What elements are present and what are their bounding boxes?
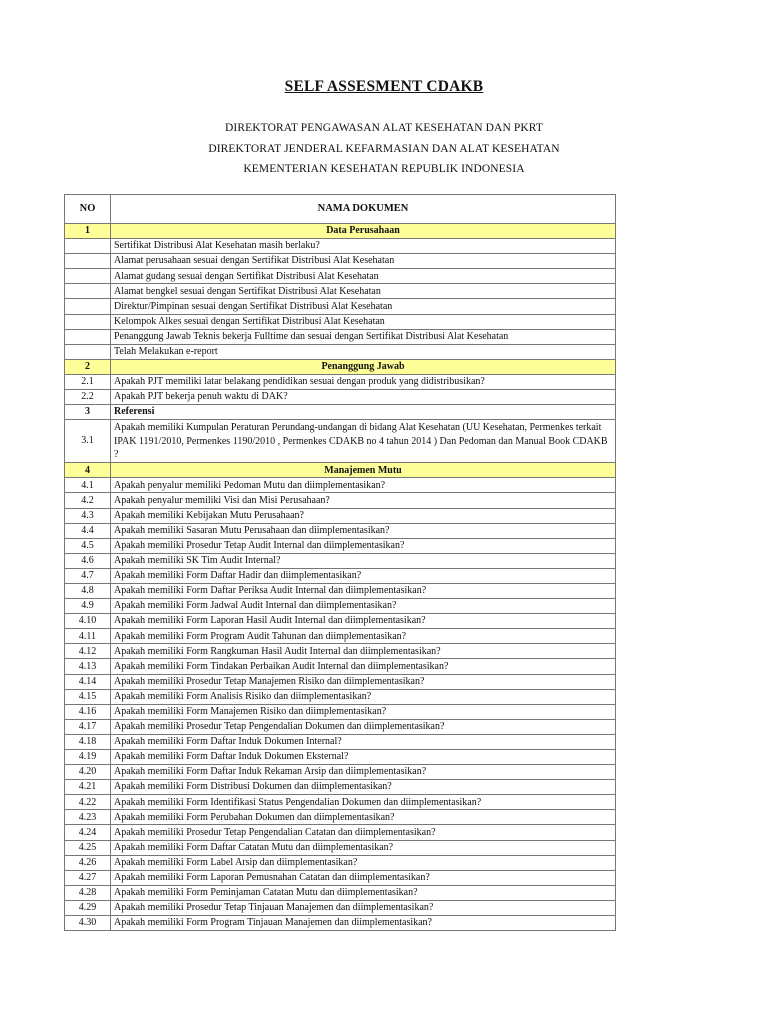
row-number: 4.21 [65, 780, 111, 795]
table-row [65, 538, 616, 553]
table-row [65, 523, 616, 538]
row-document-name: Data Perusahaan [111, 224, 616, 239]
row-document-name: Apakah memiliki Form Daftar Induk Dokumen Internal? [111, 734, 616, 749]
column-header-name: NAMA DOKUMEN [111, 195, 616, 224]
table-row [65, 284, 616, 299]
row-document-name: Apakah memiliki Prosedur Tetap Tinjauan Manajemen dan diimplementasikan? [111, 900, 616, 915]
row-number: 4.30 [65, 916, 111, 931]
row-number: 4.11 [65, 629, 111, 644]
table-row [65, 870, 616, 885]
table-body [65, 224, 616, 931]
row-document-name: Apakah memiliki Form Program Tinjauan Manajemen dan diimplementasikan? [111, 916, 616, 931]
row-document-name: Apakah memiliki Form Tindakan Perbaikan Audit Internal dan diimplementasikan? [111, 659, 616, 674]
row-document-name: Apakah memiliki Form Daftar Catatan Mutu dan diimplementasikan? [111, 840, 616, 855]
row-number [65, 254, 111, 269]
row-number: 4.16 [65, 704, 111, 719]
row-document-name: Apakah memiliki Kebijakan Mutu Perusahaan? [111, 508, 616, 523]
table-row [65, 734, 616, 749]
row-document-name: Apakah memiliki Prosedur Tetap Pengendalian Dokumen dan diimplementasikan? [111, 719, 616, 734]
row-number: 4.18 [65, 734, 111, 749]
row-document-name: Apakah memiliki Form Laporan Pemusnahan Catatan dan diimplementasikan? [111, 870, 616, 885]
table-row [65, 553, 616, 568]
row-document-name: Alamat gudang sesuai dengan Sertifikat Distribusi Alat Kesehatan [111, 269, 616, 284]
row-number: 4.13 [65, 659, 111, 674]
table-row [65, 599, 616, 614]
table-row [65, 674, 616, 689]
row-number: 4.14 [65, 674, 111, 689]
row-number: 4.2 [65, 493, 111, 508]
row-number: 4.8 [65, 583, 111, 598]
row-document-name: Apakah memiliki Form Distribusi Dokumen dan diimplementasikan? [111, 780, 616, 795]
table-row [65, 239, 616, 254]
table-row [65, 420, 616, 463]
row-number: 4.15 [65, 689, 111, 704]
row-document-name: Apakah memiliki Form Daftar Periksa Audit Internal dan diimplementasikan? [111, 583, 616, 598]
row-document-name: Sertifikat Distribusi Alat Kesehatan masih berlaku? [111, 239, 616, 254]
row-number: 4.1 [65, 478, 111, 493]
row-number: 2 [65, 359, 111, 374]
table-row [65, 568, 616, 583]
table-row [65, 719, 616, 734]
row-document-name: Telah Melakukan e-report [111, 344, 616, 359]
section-row [65, 359, 616, 374]
table-row [65, 885, 616, 900]
row-number: 4.7 [65, 568, 111, 583]
table-row [65, 916, 616, 931]
row-document-name: Apakah memiliki Form Program Audit Tahunan dan diimplementasikan? [111, 629, 616, 644]
row-document-name: Penanggung Jawab [111, 359, 616, 374]
table-header-row [65, 195, 616, 224]
row-document-name: Apakah PJT bekerja penuh waktu di DAK? [111, 390, 616, 405]
row-document-name: Apakah PJT memiliki latar belakang pendidikan sesuai dengan produk yang didistribusikan? [111, 374, 616, 389]
table-row [65, 493, 616, 508]
row-document-name: Apakah memiliki Form Daftar Induk Rekaman Arsip dan diimplementasikan? [111, 765, 616, 780]
row-document-name: Referensi [111, 405, 616, 420]
table-row [65, 374, 616, 389]
row-number: 4.5 [65, 538, 111, 553]
table-row [65, 344, 616, 359]
row-number [65, 344, 111, 359]
row-number [65, 299, 111, 314]
table-row [65, 629, 616, 644]
row-number: 3.1 [65, 420, 111, 463]
table-row [65, 269, 616, 284]
row-number: 4.12 [65, 644, 111, 659]
table-row [65, 583, 616, 598]
table-row [65, 508, 616, 523]
table-row [65, 795, 616, 810]
table-row [65, 314, 616, 329]
row-document-name: Apakah memiliki Sasaran Mutu Perusahaan dan diimplementasikan? [111, 523, 616, 538]
row-number: 4.28 [65, 885, 111, 900]
row-document-name: Manajemen Mutu [111, 463, 616, 478]
row-number: 2.1 [65, 374, 111, 389]
row-number [65, 329, 111, 344]
row-number: 4.19 [65, 750, 111, 765]
subtitle-line-3: KEMENTERIAN KESEHATAN REPUBLIK INDONESIA [243, 163, 525, 175]
row-number: 4 [65, 463, 111, 478]
subtitle-line-1: DIREKTORAT PENGAWASAN ALAT KESEHATAN DAN PKRT [225, 122, 543, 134]
table-row [65, 299, 616, 314]
table-row [65, 254, 616, 269]
row-document-name: Alamat perusahaan sesuai dengan Sertifikat Distribusi Alat Kesehatan [111, 254, 616, 269]
table-row [65, 810, 616, 825]
document-table [64, 194, 616, 931]
row-number: 1 [65, 224, 111, 239]
row-number: 4.25 [65, 840, 111, 855]
column-header-no: NO [65, 195, 111, 224]
subtitle-line-2: DIREKTORAT JENDERAL KEFARMASIAN DAN ALAT KESEHATAN [208, 143, 560, 155]
row-number: 2.2 [65, 390, 111, 405]
row-document-name: Apakah memiliki Prosedur Tetap Audit Internal dan diimplementasikan? [111, 538, 616, 553]
row-number: 4.23 [65, 810, 111, 825]
table-row [65, 390, 616, 405]
row-number [65, 314, 111, 329]
row-number [65, 239, 111, 254]
row-number [65, 269, 111, 284]
table-row [65, 689, 616, 704]
row-number: 4.20 [65, 765, 111, 780]
row-document-name: Apakah memiliki Form Daftar Hadir dan diimplementasikan? [111, 568, 616, 583]
row-document-name: Apakah memiliki Form Daftar Induk Dokumen Eksternal? [111, 750, 616, 765]
table-row [65, 750, 616, 765]
row-number: 4.6 [65, 553, 111, 568]
row-document-name: Apakah memiliki Form Rangkuman Hasil Audit Internal dan diimplementasikan? [111, 644, 616, 659]
row-number: 4.9 [65, 599, 111, 614]
row-number: 4.24 [65, 825, 111, 840]
row-document-name: Apakah penyalur memiliki Pedoman Mutu dan diimplementasikan? [111, 478, 616, 493]
table-row [65, 900, 616, 915]
table-row [65, 329, 616, 344]
row-document-name: Direktur/Pimpinan sesuai dengan Sertifikat Distribusi Alat Kesehatan [111, 299, 616, 314]
row-document-name: Apakah memiliki Form Identifikasi Status Pengendalian Dokumen dan diimplementasikan? [111, 795, 616, 810]
row-document-name: Kelompok Alkes sesuai dengan Sertifikat Distribusi Alat Kesehatan [111, 314, 616, 329]
row-document-name: Apakah memiliki Form Perubahan Dokumen dan diimplementasikan? [111, 810, 616, 825]
table-row [65, 704, 616, 719]
row-number: 4.3 [65, 508, 111, 523]
document-title: SELF ASSESMENT CDAKB [284, 78, 484, 95]
row-number: 4.10 [65, 614, 111, 629]
table-row [65, 644, 616, 659]
section-row [65, 224, 616, 239]
row-number: 4.17 [65, 719, 111, 734]
row-number: 4.29 [65, 900, 111, 915]
row-document-name: Apakah memiliki Prosedur Tetap Pengendalian Catatan dan diimplementasikan? [111, 825, 616, 840]
row-number: 4.22 [65, 795, 111, 810]
row-document-name: Apakah memiliki Kumpulan Peraturan Perundang-undangan di bidang Alat Kesehatan (UU Kesehatan, Permenkes terkait IPAK 1191/2010, Permenkes 1190/2010 , Permenkes CDAKB no 4 tahun 2014 ) Dan Pedoman dan Manual Book CDAKB ? [111, 420, 616, 463]
row-document-name: Apakah memiliki Prosedur Tetap Manajemen Risiko dan diimplementasikan? [111, 674, 616, 689]
row-document-name: Apakah penyalur memiliki Visi dan Misi Perusahaan? [111, 493, 616, 508]
row-document-name: Apakah memiliki Form Label Arsip dan diimplementasikan? [111, 855, 616, 870]
section-row [65, 463, 616, 478]
row-number [65, 284, 111, 299]
row-document-name: Apakah memiliki SK Tim Audit Internal? [111, 553, 616, 568]
section-row [65, 405, 616, 420]
row-document-name: Alamat bengkel sesuai dengan Sertifikat Distribusi Alat Kesehatan [111, 284, 616, 299]
table-row [65, 840, 616, 855]
table-row [65, 855, 616, 870]
row-document-name: Apakah memiliki Form Manajemen Risiko dan diimplementasikan? [111, 704, 616, 719]
row-document-name: Apakah memiliki Form Peminjaman Catatan Mutu dan diimplementasikan? [111, 885, 616, 900]
row-number: 4.27 [65, 870, 111, 885]
table-row [65, 614, 616, 629]
row-document-name: Apakah memiliki Form Analisis Risiko dan diimplementasikan? [111, 689, 616, 704]
table-row [65, 659, 616, 674]
row-document-name: Apakah memiliki Form Laporan Hasil Audit Internal dan diimplementasikan? [111, 614, 616, 629]
row-document-name: Apakah memiliki Form Jadwal Audit Internal dan diimplementasikan? [111, 599, 616, 614]
table-row [65, 765, 616, 780]
row-number: 3 [65, 405, 111, 420]
row-document-name: Penanggung Jawab Teknis bekerja Fulltime dan sesuai dengan Sertifikat Distribusi Alat Kesehatan [111, 329, 616, 344]
table-row [65, 825, 616, 840]
table-row [65, 780, 616, 795]
row-number: 4.26 [65, 855, 111, 870]
table-row [65, 478, 616, 493]
row-number: 4.4 [65, 523, 111, 538]
